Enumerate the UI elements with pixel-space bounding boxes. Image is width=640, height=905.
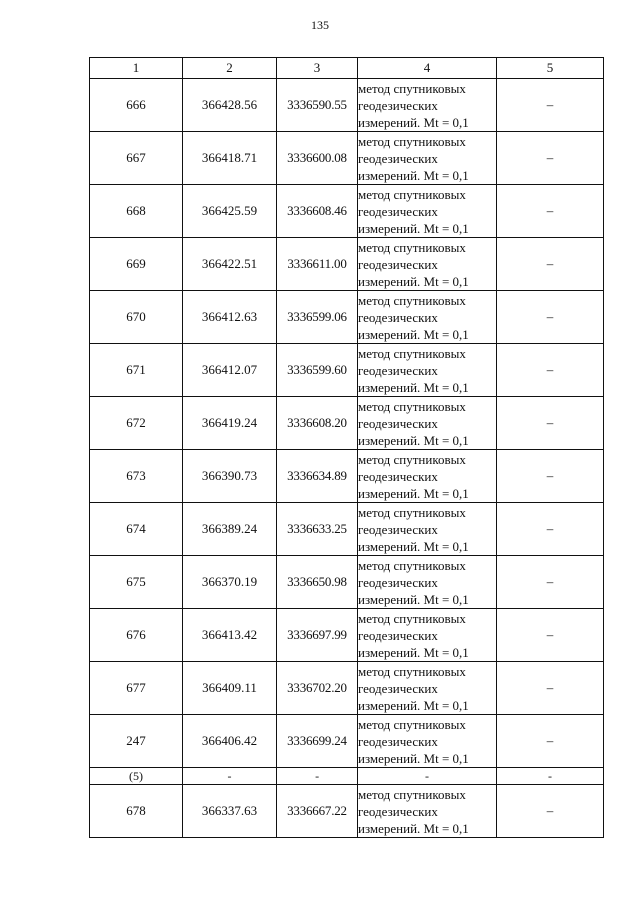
x-coordinate-cell: 366389.24 bbox=[183, 503, 277, 556]
method-line: измерений. Mt = 0,1 bbox=[358, 273, 469, 289]
col5-cell: – bbox=[497, 503, 604, 556]
method-line: геодезических bbox=[358, 468, 438, 484]
header-col-3: 3 bbox=[277, 58, 358, 79]
point-number-cell: 669 bbox=[90, 238, 183, 291]
x-coordinate-cell: 366412.63 bbox=[183, 291, 277, 344]
point-number-cell: 666 bbox=[90, 79, 183, 132]
method-line: метод спутниковых bbox=[358, 239, 466, 255]
x-coordinate-cell: 366419.24 bbox=[183, 397, 277, 450]
method-line: метод спутниковых bbox=[358, 663, 466, 679]
col5-cell: – bbox=[497, 556, 604, 609]
col5-cell: – bbox=[497, 609, 604, 662]
x-coordinate-cell: 366406.42 bbox=[183, 715, 277, 768]
col5-cell: – bbox=[497, 185, 604, 238]
method-line: измерений. Mt = 0,1 bbox=[358, 644, 469, 660]
x-coordinate-cell: 366425.59 bbox=[183, 185, 277, 238]
separator-x-cell: - bbox=[183, 768, 277, 785]
y-coordinate-cell: 3336697.99 bbox=[277, 609, 358, 662]
col5-cell: – bbox=[497, 79, 604, 132]
method-line: метод спутниковых bbox=[358, 610, 466, 626]
method-line: метод спутниковых bbox=[358, 557, 466, 573]
table-row bbox=[90, 450, 604, 503]
method-line: метод спутниковых bbox=[358, 80, 466, 96]
method-line: измерений. Mt = 0,1 bbox=[358, 114, 469, 130]
method-cell bbox=[358, 291, 497, 344]
method-line: метод спутниковых bbox=[358, 345, 466, 361]
point-number-cell: 670 bbox=[90, 291, 183, 344]
method-line: метод спутниковых bbox=[358, 504, 466, 520]
col5-cell: – bbox=[497, 132, 604, 185]
method-cell bbox=[358, 238, 497, 291]
method-cell bbox=[358, 185, 497, 238]
method-line: измерений. Mt = 0,1 bbox=[358, 485, 469, 501]
method-line: измерений. Mt = 0,1 bbox=[358, 591, 469, 607]
col5-cell: – bbox=[497, 450, 604, 503]
method-line: геодезических bbox=[358, 521, 438, 537]
header-col-5: 5 bbox=[497, 58, 604, 79]
method-line: измерений. Mt = 0,1 bbox=[358, 432, 469, 448]
method-line: метод спутниковых bbox=[358, 716, 466, 732]
y-coordinate-cell: 3336699.24 bbox=[277, 715, 358, 768]
col5-cell: – bbox=[497, 397, 604, 450]
method-cell bbox=[358, 132, 497, 185]
method-line: метод спутниковых bbox=[358, 786, 466, 802]
method-line: метод спутниковых bbox=[358, 133, 466, 149]
table-row bbox=[90, 503, 604, 556]
table-row bbox=[90, 132, 604, 185]
y-coordinate-cell: 3336600.08 bbox=[277, 132, 358, 185]
col5-cell: – bbox=[497, 785, 604, 838]
point-number-cell: 247 bbox=[90, 715, 183, 768]
method-cell bbox=[358, 715, 497, 768]
method-line: измерений. Mt = 0,1 bbox=[358, 167, 469, 183]
method-line: измерений. Mt = 0,1 bbox=[358, 538, 469, 554]
method-line: метод спутниковых bbox=[358, 398, 466, 414]
y-coordinate-cell: 3336634.89 bbox=[277, 450, 358, 503]
x-coordinate-cell: 366390.73 bbox=[183, 450, 277, 503]
method-line: геодезических bbox=[358, 256, 438, 272]
separator-point-cell: (5) bbox=[90, 768, 183, 785]
point-number-cell: 678 bbox=[90, 785, 183, 838]
separator-y-cell: - bbox=[277, 768, 358, 785]
table-row bbox=[90, 662, 604, 715]
header-row bbox=[90, 58, 604, 79]
table-row bbox=[90, 785, 604, 838]
point-number-cell: 674 bbox=[90, 503, 183, 556]
point-number-cell: 668 bbox=[90, 185, 183, 238]
method-line: геодезических bbox=[358, 150, 438, 166]
separator-col5-cell: - bbox=[497, 768, 604, 785]
col5-cell: – bbox=[497, 344, 604, 397]
y-coordinate-cell: 3336667.22 bbox=[277, 785, 358, 838]
method-line: геодезических bbox=[358, 733, 438, 749]
x-coordinate-cell: 366409.11 bbox=[183, 662, 277, 715]
method-cell bbox=[358, 609, 497, 662]
table-row bbox=[90, 185, 604, 238]
method-line: геодезических bbox=[358, 803, 438, 819]
method-line: геодезических bbox=[358, 627, 438, 643]
point-number-cell: 676 bbox=[90, 609, 183, 662]
col5-cell: – bbox=[497, 662, 604, 715]
method-line: геодезических bbox=[358, 574, 438, 590]
header-col-1: 1 bbox=[90, 58, 183, 79]
method-cell bbox=[358, 785, 497, 838]
header-col-2: 2 bbox=[183, 58, 277, 79]
method-line: измерений. Mt = 0,1 bbox=[358, 820, 469, 836]
table-row bbox=[90, 715, 604, 768]
point-number-cell: 671 bbox=[90, 344, 183, 397]
method-line: метод спутниковых bbox=[358, 451, 466, 467]
separator-method-cell: - bbox=[358, 768, 497, 785]
method-line: измерений. Mt = 0,1 bbox=[358, 750, 469, 766]
separator-row bbox=[90, 768, 604, 785]
point-number-cell: 667 bbox=[90, 132, 183, 185]
method-line: измерений. Mt = 0,1 bbox=[358, 379, 469, 395]
method-line: измерений. Mt = 0,1 bbox=[358, 697, 469, 713]
method-line: геодезических bbox=[358, 97, 438, 113]
method-line: измерений. Mt = 0,1 bbox=[358, 326, 469, 342]
y-coordinate-cell: 3336599.06 bbox=[277, 291, 358, 344]
col5-cell: – bbox=[497, 238, 604, 291]
table-row bbox=[90, 79, 604, 132]
table-row bbox=[90, 238, 604, 291]
y-coordinate-cell: 3336702.20 bbox=[277, 662, 358, 715]
method-line: геодезических bbox=[358, 203, 438, 219]
col5-cell: – bbox=[497, 291, 604, 344]
y-coordinate-cell: 3336608.20 bbox=[277, 397, 358, 450]
method-line: геодезических bbox=[358, 680, 438, 696]
page-number: 135 bbox=[311, 18, 329, 32]
point-number-cell: 672 bbox=[90, 397, 183, 450]
method-cell bbox=[358, 662, 497, 715]
x-coordinate-cell: 366337.63 bbox=[183, 785, 277, 838]
header-col-4: 4 bbox=[358, 58, 497, 79]
x-coordinate-cell: 366413.42 bbox=[183, 609, 277, 662]
table-row bbox=[90, 344, 604, 397]
table-row bbox=[90, 556, 604, 609]
method-line: геодезических bbox=[358, 415, 438, 431]
table-row bbox=[90, 291, 604, 344]
x-coordinate-cell: 366428.56 bbox=[183, 79, 277, 132]
method-line: метод спутниковых bbox=[358, 186, 466, 202]
method-line: геодезических bbox=[358, 362, 438, 378]
table-body bbox=[90, 79, 604, 838]
y-coordinate-cell: 3336633.25 bbox=[277, 503, 358, 556]
y-coordinate-cell: 3336599.60 bbox=[277, 344, 358, 397]
method-line: метод спутниковых bbox=[358, 292, 466, 308]
method-cell bbox=[358, 450, 497, 503]
method-cell bbox=[358, 344, 497, 397]
col5-cell: – bbox=[497, 715, 604, 768]
method-cell bbox=[358, 503, 497, 556]
method-cell bbox=[358, 556, 497, 609]
y-coordinate-cell: 3336590.55 bbox=[277, 79, 358, 132]
point-number-cell: 673 bbox=[90, 450, 183, 503]
point-number-cell: 675 bbox=[90, 556, 183, 609]
method-line: измерений. Mt = 0,1 bbox=[358, 220, 469, 236]
x-coordinate-cell: 366418.71 bbox=[183, 132, 277, 185]
table-row bbox=[90, 609, 604, 662]
y-coordinate-cell: 3336650.98 bbox=[277, 556, 358, 609]
y-coordinate-cell: 3336611.00 bbox=[277, 238, 358, 291]
y-coordinate-cell: 3336608.46 bbox=[277, 185, 358, 238]
point-number-cell: 677 bbox=[90, 662, 183, 715]
table-row bbox=[90, 397, 604, 450]
method-cell bbox=[358, 79, 497, 132]
method-cell bbox=[358, 397, 497, 450]
method-line: геодезических bbox=[358, 309, 438, 325]
x-coordinate-cell: 366422.51 bbox=[183, 238, 277, 291]
coordinates-table bbox=[89, 57, 604, 838]
x-coordinate-cell: 366370.19 bbox=[183, 556, 277, 609]
x-coordinate-cell: 366412.07 bbox=[183, 344, 277, 397]
